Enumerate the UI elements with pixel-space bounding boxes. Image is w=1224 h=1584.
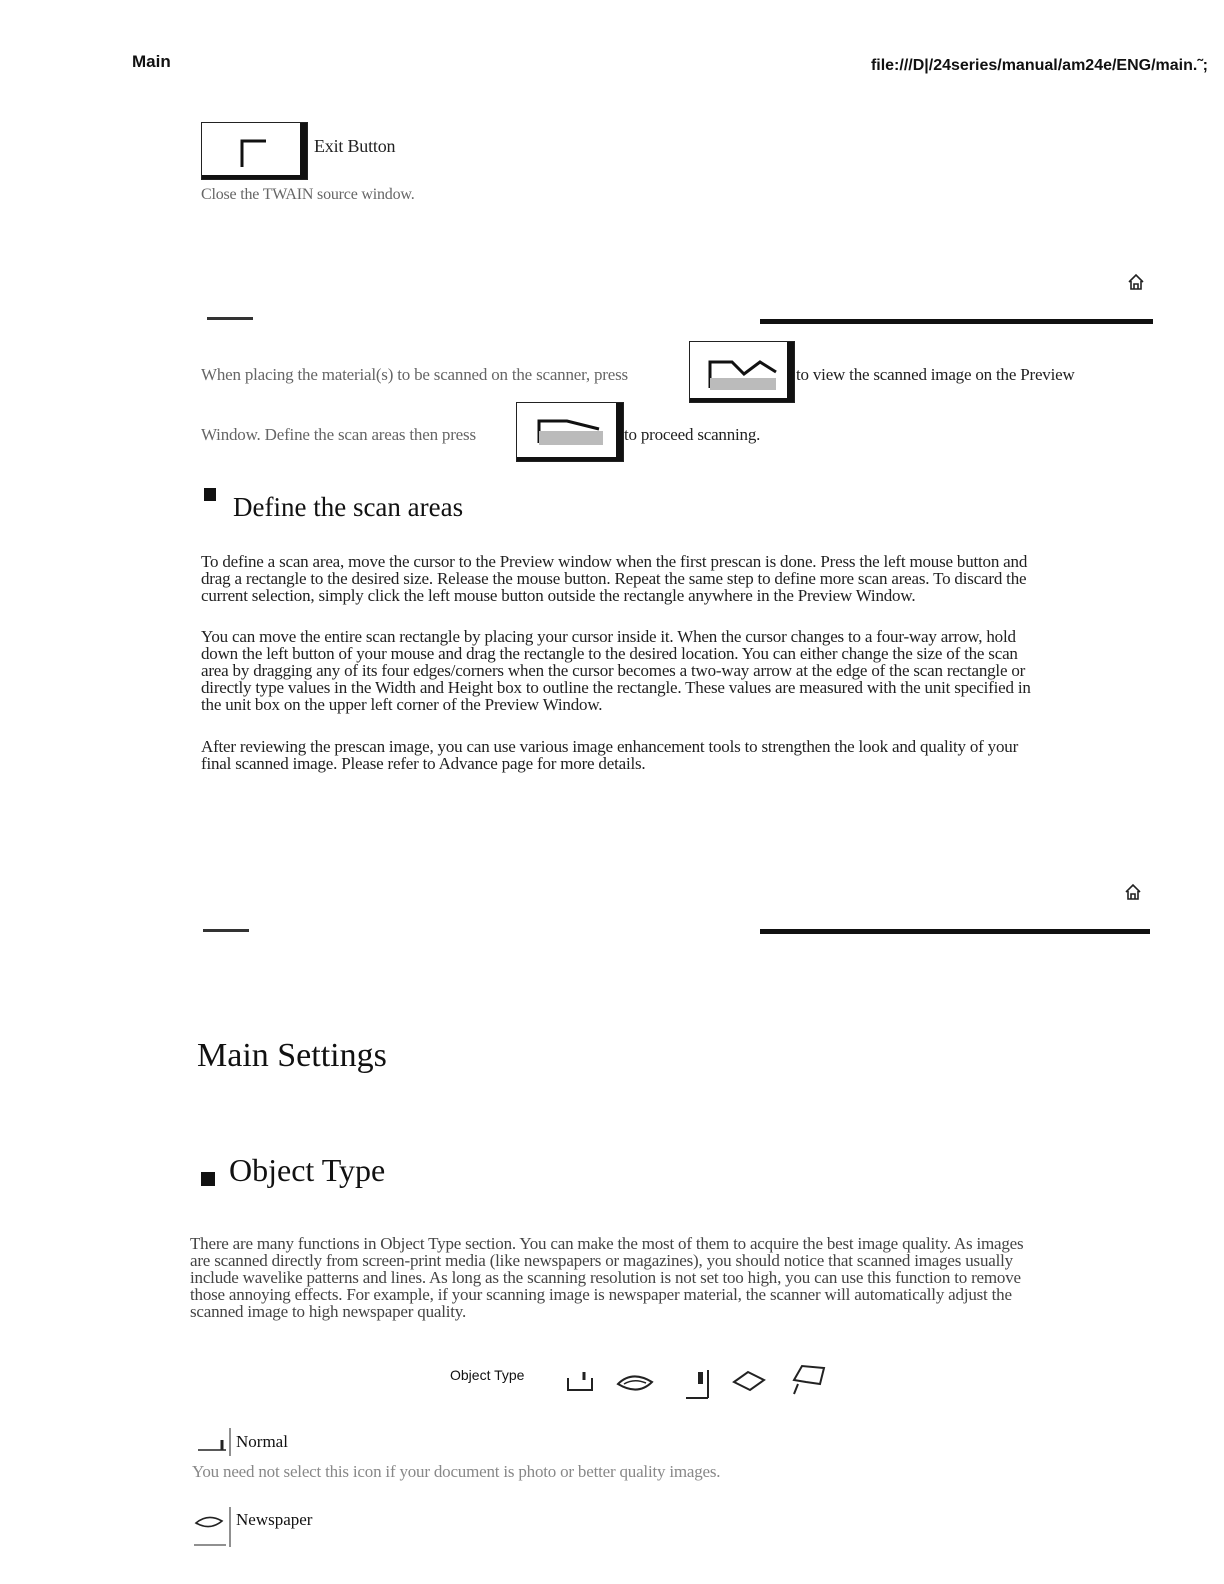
- photo-icon[interactable]: [794, 1366, 824, 1394]
- paragraph-line: There are many functions in Object Type section. You can make the most of them to acquire the best image quality. As images: [190, 1234, 1024, 1253]
- divider-left: [203, 929, 249, 932]
- paragraph-line: down the left button of your mouse and drag the rectangle to the desired location. You can either change the size of the scan: [201, 644, 1018, 663]
- home-icon[interactable]: [1124, 883, 1142, 901]
- object-type-toolbar: [562, 1360, 832, 1402]
- header-title: Main: [132, 52, 171, 71]
- define-paragraph-2: [201, 628, 1161, 713]
- divider-left: [207, 317, 253, 320]
- exit-button-description: Close the TWAIN source window.: [201, 186, 415, 203]
- define-paragraph-1: [201, 553, 1161, 604]
- divider-right: [760, 319, 1153, 324]
- bullet-square: [201, 1172, 215, 1186]
- exit-button-label: Exit Button: [314, 136, 396, 156]
- paragraph-line: area by dragging any of its four edges/corners when the cursor becomes a two-way arrow at the edge of the scan rectangle or: [201, 661, 1026, 680]
- normal-description: You need not select this icon if your document is photo or better quality images.: [192, 1462, 721, 1481]
- exit-button-image: [201, 122, 308, 180]
- paragraph-line: After reviewing the prescan image, you can use various image enhancement tools to strengthen the look and quality of your: [201, 737, 1019, 756]
- preview-line2-after: to proceed scanning.: [624, 425, 761, 444]
- paragraph-line: You can move the entire scan rectangle by placing your cursor inside it. When the cursor changes to a four-way arrow, hold: [201, 627, 1016, 646]
- exit-icon: [202, 123, 307, 179]
- object-type-heading: Object Type: [229, 1152, 386, 1188]
- preview-line1-after: to view the scanned image on the Preview: [796, 365, 1075, 384]
- paragraph-line: the unit box on the upper left corner of the Preview Window.: [201, 695, 603, 714]
- preview-line2-text: Window. Define the scan areas then press: [201, 425, 476, 444]
- divider-right: [760, 929, 1150, 934]
- normal-label: Normal: [236, 1432, 288, 1451]
- document-icon[interactable]: [686, 1370, 708, 1398]
- object-type-toolbar-label: Object Type: [450, 1367, 525, 1383]
- normal-icon: [192, 1428, 234, 1456]
- main-settings-heading: Main Settings: [197, 1037, 387, 1074]
- preview-button-image: [689, 341, 795, 403]
- header-file-path: file:///D|/24series/manual/am24e/ENG/main.˜;: [870, 57, 1208, 74]
- paragraph-line: those annoying effects. For example, if your scanning image is newspaper material, the scanner will automatically adjust the: [190, 1285, 1012, 1304]
- paragraph-line: include wavelike patterns and lines. As long as the scanning resolution is not set too high, you can use this function to remove: [190, 1268, 1021, 1287]
- paragraph-line: To define a scan area, move the cursor to the Preview window when the first prescan is done. Press the left mouse button and: [201, 552, 1028, 571]
- newspaper-icon: [192, 1507, 234, 1547]
- object-type-paragraph: [190, 1235, 1150, 1320]
- define-paragraph-3: [201, 738, 1161, 772]
- paragraph-line: current selection, simply click the left mouse button outside the rectangle anywhere in the Preview Window.: [201, 586, 916, 605]
- newspaper-icon[interactable]: [618, 1376, 652, 1389]
- paragraph-line: scanned image to high newspaper quality.: [190, 1302, 467, 1321]
- scan-icon: [517, 403, 623, 461]
- magazine-icon[interactable]: [734, 1372, 764, 1390]
- preview-line1-text: When placing the material(s) to be scanned on the scanner, press: [201, 365, 628, 384]
- define-heading: Define the scan areas: [233, 492, 464, 522]
- paragraph-line: are scanned directly from screen-print media (like newspapers or magazines), you should notice that scanned images usually: [190, 1251, 1013, 1270]
- normal-icon[interactable]: [568, 1372, 592, 1390]
- paragraph-line: final scanned image. Please refer to Advance page for more details.: [201, 754, 646, 773]
- paragraph-line: directly type values in the Width and Height box to outline the rectangle. These values are measured with the unit specified in: [201, 678, 1031, 697]
- scan-button-image: [516, 402, 624, 462]
- preview-icon: [690, 342, 794, 402]
- newspaper-label: Newspaper: [236, 1510, 313, 1529]
- home-icon[interactable]: [1127, 273, 1145, 291]
- bullet-square: [204, 488, 216, 501]
- paragraph-line: drag a rectangle to the desired size. Release the mouse button. Repeat the same step to define more scan areas. To discard the: [201, 569, 1027, 588]
